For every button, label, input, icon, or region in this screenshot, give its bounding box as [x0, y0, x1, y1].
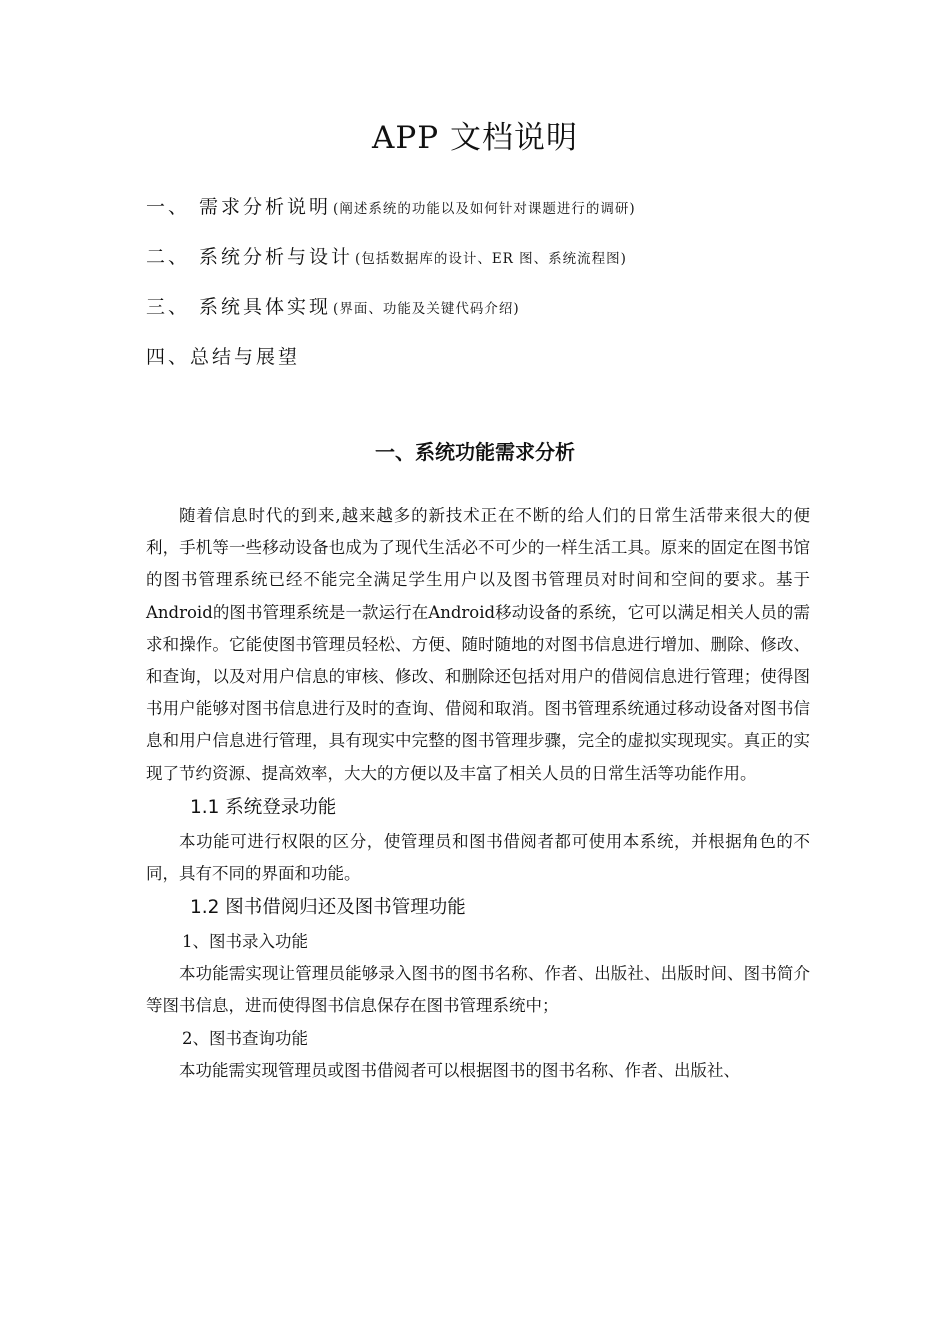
document-title: APP 文档说明: [372, 120, 578, 156]
book-entry-paragraph: 本功能需实现让管理员能够录入图书的图书名称、作者、出版社、出版时间、图书简介等图书信息，进而使得图书信息保存在图书管理系统中；: [146, 964, 810, 1016]
toc-item-title: 三、 系统具体实现: [146, 296, 332, 318]
section-body: [146, 500, 810, 1087]
toc-item-note: (界面、功能及关键代码介绍): [333, 301, 520, 317]
toc-item-title: 一、 需求分析说明: [146, 196, 332, 218]
book-query-paragraph: 本功能需实现管理员或图书借阅者可以根据图书的图书名称、作者、出版社、: [179, 1060, 740, 1080]
section-heading: 一、系统功能需求分析: [375, 440, 575, 464]
toc-item-requirements: [146, 190, 866, 240]
toc-item-title: 四、总结与展望: [146, 346, 301, 368]
toc-item-note: (包括数据库的设计、ER 图、系统流程图): [355, 251, 627, 267]
subsection-heading-login: 1.1 系统登录功能: [190, 796, 337, 818]
toc-item-summary: [146, 340, 866, 390]
feature-label-book-query: 2、图书查询功能: [182, 1028, 308, 1048]
toc-item-note: (阐述系统的功能以及如何针对课题进行的调研): [333, 201, 636, 217]
toc-item-title: 二、 系统分析与设计: [146, 246, 354, 268]
table-of-contents: [146, 190, 866, 390]
feature-label-book-entry: 1、图书录入功能: [182, 932, 308, 952]
toc-item-implementation: [146, 290, 866, 340]
login-paragraph: 本功能可进行权限的区分，使管理员和图书借阅者都可使用本系统，并根据角色的不同，具有不同的界面和功能。: [146, 831, 810, 884]
intro-paragraph: 随着信息时代的到来,越来越多的新技术正在不断的给人们的日常生活带来很大的便利，手机等一些移动设备也成为了现代生活必不可少的一样生活工具。原来的固定在图书馆的图书管理系统已经不能完全满足学生用户以及图书管理员对时间和空间的要求。基于Android的图书管理系统是一款运行在Android移动设备的系统，它可以满足相关人员的需求和操作。它能使图书管理员轻松、方便、随时随地的对图书信息进行增加、删除、修改、和查询，以及对用户信息的审核、修改、和删除还包括对用户的借阅信息进行管理；使得图书用户能够对图书信息进行及时的查询、借阅和取消。图书管理系统通过移动设备对图书信息和用户信息进行管理，具有现实中完整的图书管理步骤，完全的虚拟实现现实。真正的实现了节约资源、提高效率，大大的方便以及丰富了相关人员的日常生活等功能作用。: [146, 506, 810, 783]
toc-item-design: [146, 240, 866, 290]
subsection-heading-book-management: 1.2 图书借阅归还及图书管理功能: [190, 897, 466, 919]
